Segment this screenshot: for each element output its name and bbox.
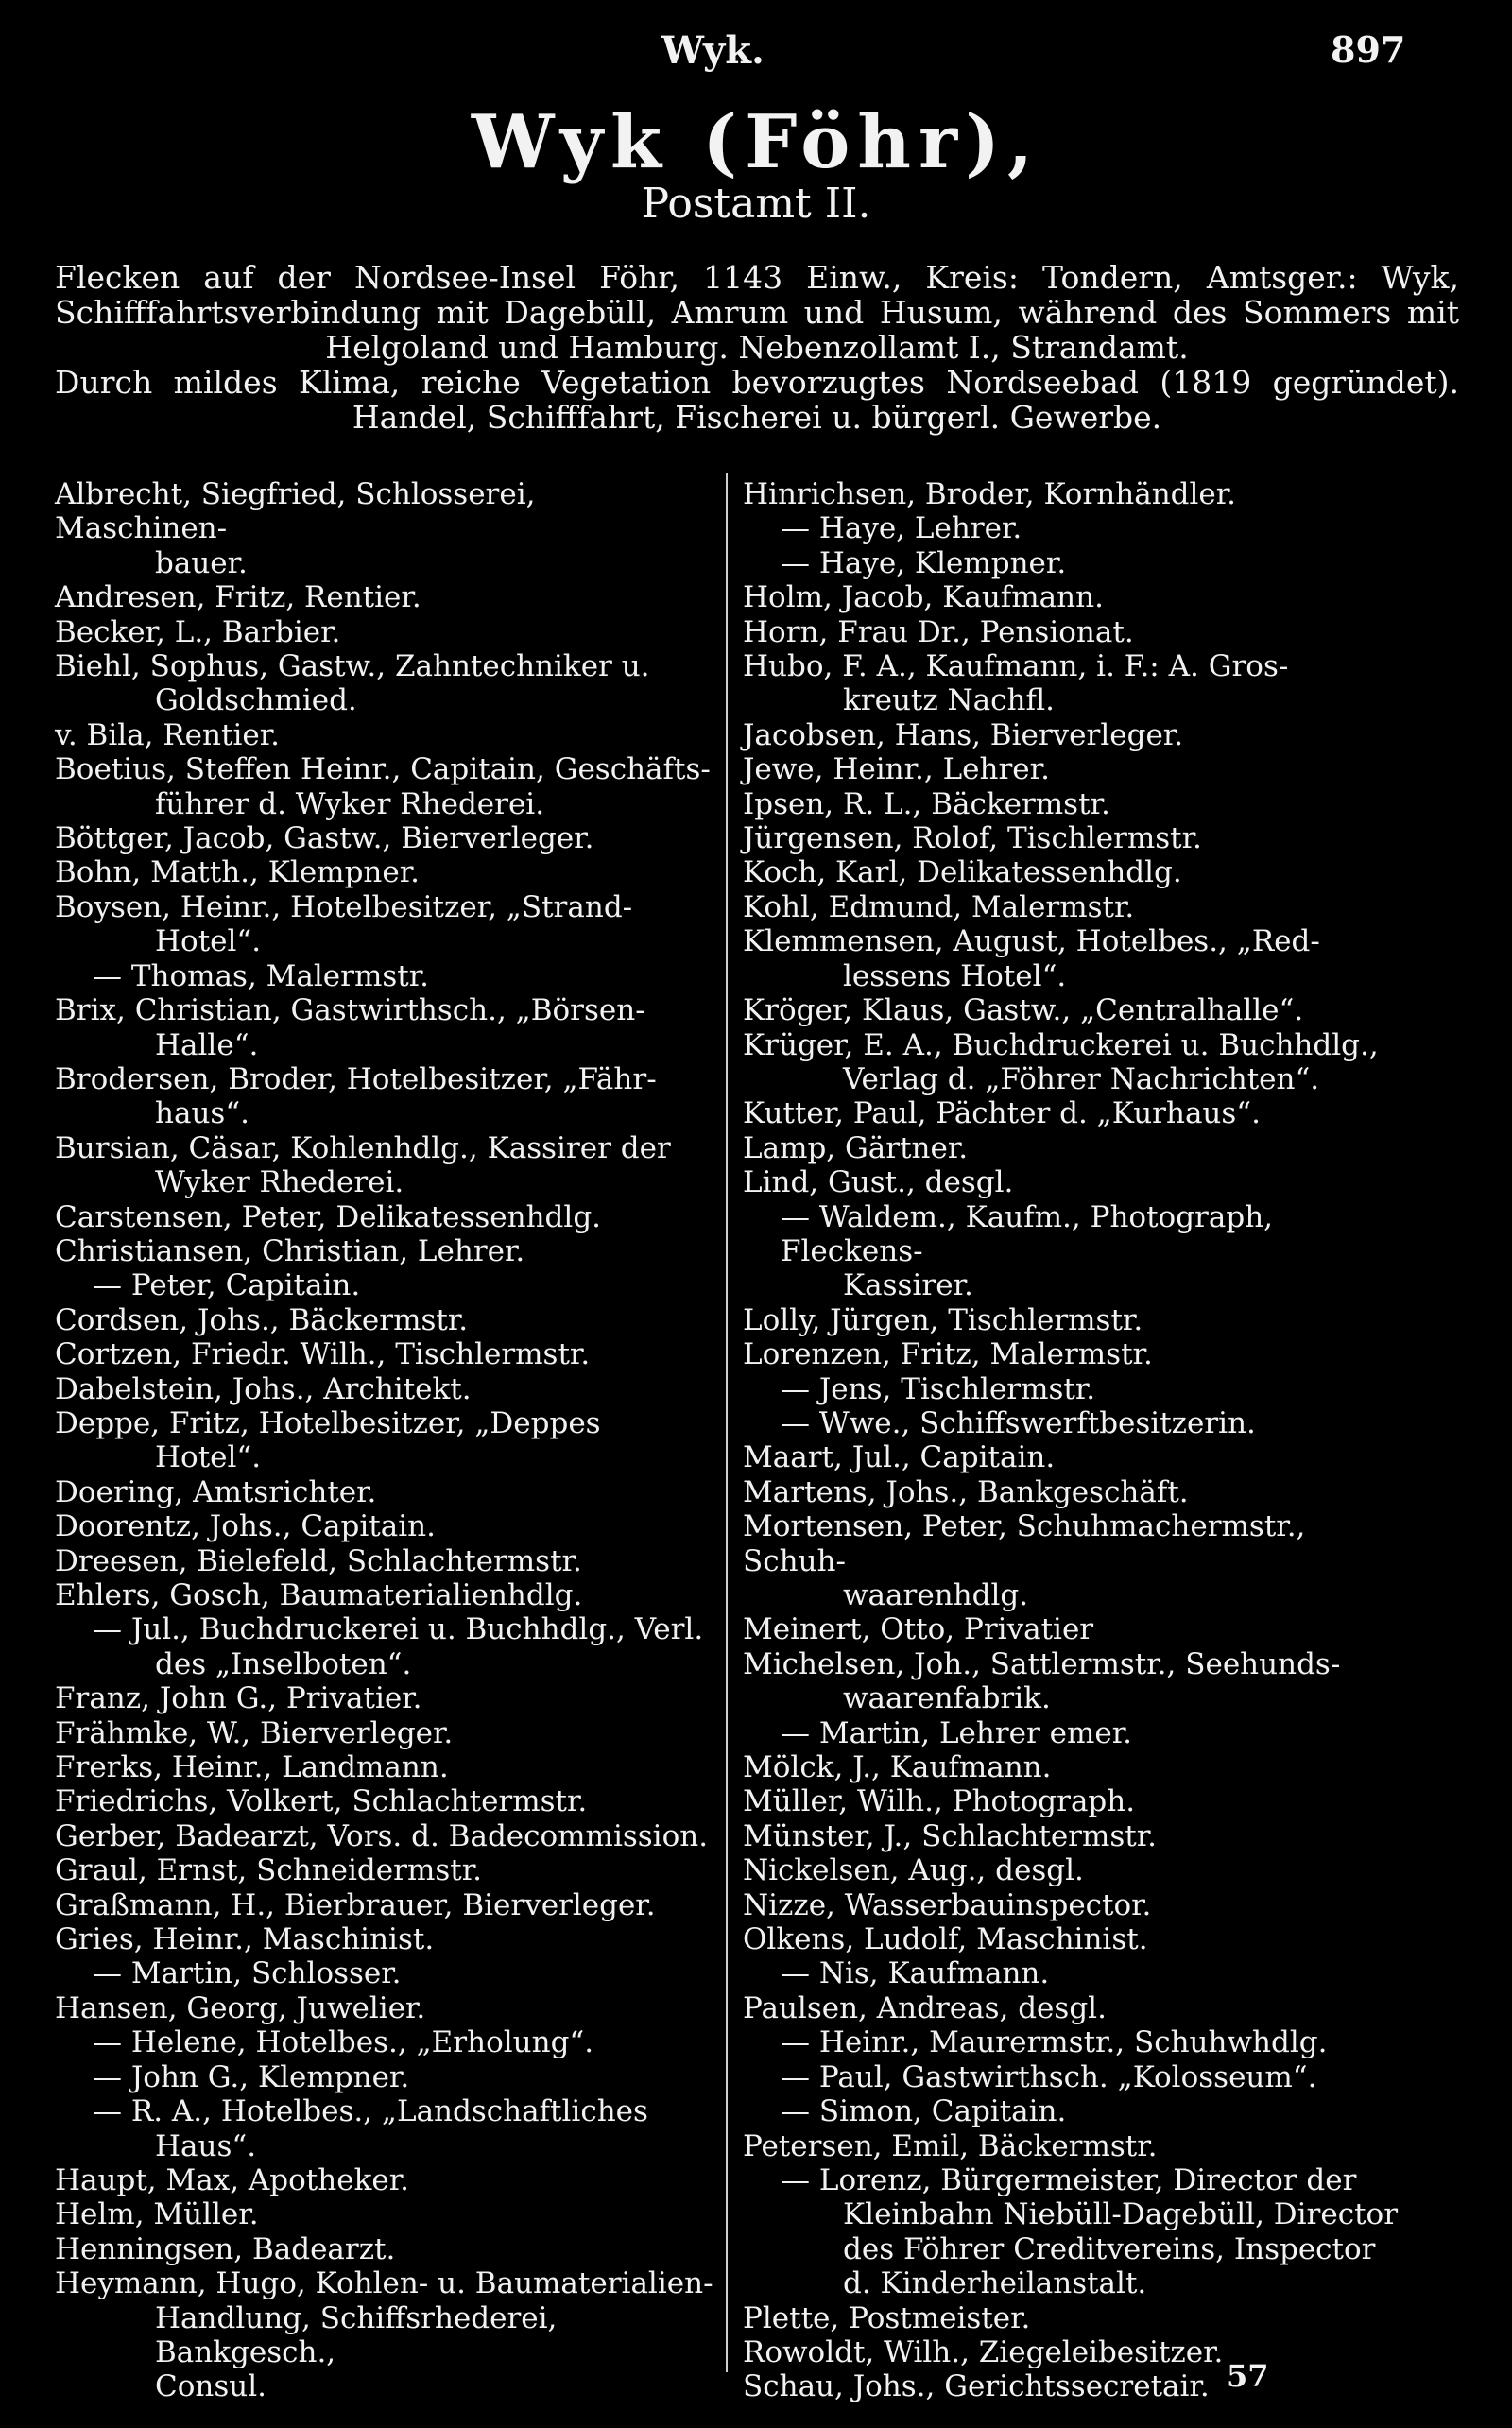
directory-entry [743, 1819, 1416, 1853]
entry-text: Frähmke, W., Bierverleger. [55, 1715, 454, 1750]
directory-entry [743, 580, 1416, 614]
entry-continuation: führer d. Wyker Rhederei. [155, 786, 545, 821]
directory-entry [55, 2232, 716, 2266]
entry-text: Münster, J., Schlachtermstr. [743, 1818, 1158, 1853]
entry-continuation: Goldschmied. [155, 683, 357, 718]
directory-entry [743, 2266, 1416, 2300]
directory-entry [55, 1372, 716, 1406]
entry-text: — Haye, Klempner. [781, 545, 1067, 580]
directory-entry [743, 1337, 1416, 1371]
directory-entry [55, 1819, 716, 1853]
directory-entry [743, 2335, 1416, 2369]
entry-text: Christiansen, Christian, Lehrer. [55, 1233, 525, 1268]
entry-text: — Jens, Tischlermstr. [781, 1371, 1096, 1406]
entry-text: — Lorenz, Bürgermeister, Director der [781, 2162, 1357, 2197]
entry-text: Graßmann, H., Bierbrauer, Bierverleger. [55, 1887, 656, 1922]
entry-text: Becker, L., Barbier. [55, 614, 341, 649]
entry-text: Paulsen, Andreas, desgl. [743, 1990, 1107, 2025]
entry-text: Klemmensen, August, Hotelbes., „Red- [743, 924, 1320, 959]
entry-text: Lorenzen, Fritz, Malermstr. [743, 1337, 1153, 1372]
entry-continuation: Hotel“. [155, 924, 262, 959]
entry-text: Koch, Karl, Delikatessenhdlg. [743, 855, 1182, 890]
entry-text: Graul, Ernst, Schneidermstr. [55, 1853, 482, 1888]
directory-entry [55, 1750, 716, 1784]
entry-text: Gries, Heinr., Maschinist. [55, 1922, 435, 1957]
directory-entry [743, 2369, 1416, 2403]
entry-continuation: Verlag d. „Föhrer Nachrichten“. [843, 1061, 1320, 1096]
directory-entry [55, 2025, 716, 2059]
entry-text: Ipsen, R. L., Bäckermstr. [743, 786, 1110, 821]
directory-entry [55, 1544, 716, 1578]
directory-entry [55, 2163, 716, 2197]
directory-entry [55, 1681, 716, 1715]
directory-entry [743, 2232, 1416, 2266]
directory-entry [743, 1200, 1416, 1303]
entry-text: Carstensen, Peter, Delikatessenhdlg. [55, 1199, 602, 1234]
directory-entry [743, 1028, 1416, 1097]
directory-entry [55, 2094, 716, 2163]
entry-text: Henningsen, Badearzt. [55, 2231, 396, 2266]
entry-text: Haupt, Max, Apotheker. [55, 2162, 409, 2197]
entry-text: Mölck, J., Kaufmann. [743, 1750, 1052, 1785]
directory-entry [743, 1922, 1416, 1956]
directory-entry [55, 1131, 716, 1200]
directory-entry [743, 787, 1416, 821]
directory-entry [55, 1200, 716, 1234]
directory-entry [55, 2266, 716, 2369]
intro-line: Handel, Schifffahrt, Fischerei u. bürgerl. Gewerbe. [352, 399, 1162, 436]
directory-entry [743, 1303, 1416, 1337]
entry-text: Nizze, Wasserbauinspector. [743, 1887, 1152, 1922]
directory-entry [743, 855, 1416, 889]
signature-number: 57 [1227, 2358, 1269, 2394]
entry-text: Jürgensen, Rolof, Tischlermstr. [743, 821, 1202, 856]
entry-text: Kohl, Edmund, Malermstr. [743, 889, 1135, 924]
directory-entry [743, 2060, 1416, 2094]
entry-text: Olkens, Ludolf, Maschinist. [743, 1922, 1148, 1957]
page-title: Wyk (Föhr), [471, 99, 1041, 185]
entry-continuation: d. Kinderheilanstalt. [843, 2266, 1147, 2301]
directory-entry [743, 1131, 1416, 1165]
directory-entry [55, 1956, 716, 1990]
directory-entry [743, 1372, 1416, 1406]
directory-entry [55, 1612, 716, 1681]
entry-text: Kröger, Klaus, Gastw., „Centralhalle“. [743, 993, 1304, 1028]
page-number: 897 [1331, 28, 1406, 71]
directory-entry [55, 2369, 716, 2403]
directory-entry [55, 2197, 716, 2231]
entry-text: — Wwe., Schiffswerftbesitzerin. [781, 1405, 1256, 1440]
directory-entry [743, 821, 1416, 855]
directory-entry [743, 2163, 1416, 2232]
directory-entry [55, 1991, 716, 2025]
column-divider [726, 473, 728, 2372]
entry-text: Michelsen, Joh., Sattlermstr., Seehunds- [743, 1646, 1341, 1681]
entry-text: Rowoldt, Wilh., Ziegeleibesitzer. [743, 2334, 1224, 2369]
directory-entry [743, 2129, 1416, 2163]
left-column [55, 477, 716, 2404]
directory-entry [743, 1406, 1416, 1440]
entry-text: — Waldem., Kaufm., Photograph, Fleckens- [781, 1199, 1274, 1268]
entry-text: Jewe, Heinr., Lehrer. [743, 752, 1050, 787]
entry-text: — Helene, Hotelbes., „Erholung“. [93, 2025, 594, 2060]
entry-continuation: lessens Hotel“. [843, 958, 1067, 993]
directory-entry [55, 718, 716, 752]
entry-continuation: des „Inselboten“. [155, 1646, 412, 1681]
entry-text: Martens, Johs., Bankgeschäft. [743, 1474, 1189, 1509]
entry-text: — Thomas, Malermstr. [93, 958, 429, 993]
directory-entry [743, 718, 1416, 752]
right-column [743, 477, 1416, 2404]
entry-text: Meinert, Otto, Privatier [743, 1612, 1094, 1647]
entry-continuation: Hotel“. [155, 1440, 262, 1475]
entry-text: Lolly, Jürgen, Tischlermstr. [743, 1302, 1143, 1337]
entry-text: Horn, Frau Dr., Pensionat. [743, 614, 1134, 649]
directory-entry [55, 1268, 716, 1302]
entry-text: Dabelstein, Johs., Architekt. [55, 1371, 472, 1406]
entry-text: Gerber, Badearzt, Vors. d. Badecommission. [55, 1818, 709, 1853]
entry-continuation: Wyker Rhederei. [155, 1165, 404, 1200]
entry-text: Müller, Wilh., Photograph. [743, 1784, 1136, 1819]
directory-entry [743, 477, 1416, 511]
page-subtitle: Postamt II. [641, 180, 871, 228]
intro-line: Flecken auf der Nordsee-Insel Föhr, 1143 Einw., Kreis: Tondern, Amtsger.: Wyk, [55, 259, 1459, 296]
entry-text: Boysen, Heinr., Hotelbesitzer, „Strand- [55, 889, 633, 924]
entry-text: Brix, Christian, Gastwirthsch., „Börsen- [55, 993, 645, 1028]
entry-text: — Jul., Buchdruckerei u. Buchhdlg., Verl. [93, 1612, 704, 1647]
directory-entry [743, 1612, 1416, 1646]
directory-entry [55, 580, 716, 614]
directory-entry [743, 752, 1416, 786]
entry-text: Lind, Gust., desgl. [743, 1165, 1014, 1200]
entry-text: — Heinr., Maurermstr., Schuhwhdlg. [781, 2025, 1328, 2060]
directory-entry [743, 2301, 1416, 2335]
entry-text: Krüger, E. A., Buchdruckerei u. Buchhdlg., [743, 1027, 1379, 1062]
entry-text: — John G., Klempner. [93, 2059, 410, 2094]
directory-entry [55, 1716, 716, 1750]
entry-text: Böttger, Jacob, Gastw., Bierverleger. [55, 821, 594, 856]
entry-text: Holm, Jacob, Kaufmann. [743, 580, 1104, 615]
directory-entry [743, 2025, 1416, 2059]
entry-text: Petersen, Emil, Bäckermstr. [743, 2128, 1158, 2163]
entry-text: Dreesen, Bielefeld, Schlachtermstr. [55, 1543, 582, 1578]
directory-entry [743, 993, 1416, 1027]
directory-entry [55, 1509, 716, 1543]
entry-text: Hinrichsen, Broder, Kornhändler. [743, 477, 1237, 511]
directory-entry [743, 1440, 1416, 1474]
directory-entry [55, 959, 716, 993]
directory-entry [743, 1096, 1416, 1130]
directory-entry [55, 1337, 716, 1371]
entry-continuation: Haus“. [155, 2128, 257, 2163]
entry-continuation: des Föhrer Creditvereins, Inspector [843, 2231, 1376, 2266]
entry-text: Cordsen, Johs., Bäckermstr. [55, 1302, 469, 1337]
entry-continuation: waarenfabrik. [843, 1681, 1051, 1716]
entry-text: Albrecht, Siegfried, Schlosserei, Maschinen- [55, 477, 536, 546]
directory-entry [55, 890, 716, 959]
entry-continuation: kreutz Nachfl. [843, 683, 1056, 718]
directory-entry [743, 1956, 1416, 1990]
entry-continuation: Handlung, Schiffsrhederei, Bankgesch., [155, 2300, 558, 2369]
entry-text: Schau, Johs., Gerichtssecretair. [743, 2369, 1210, 2404]
entry-text: Andresen, Fritz, Rentier. [55, 580, 421, 615]
directory-entry [55, 2060, 716, 2094]
entry-text: — Martin, Lehrer emer. [781, 1715, 1133, 1750]
entry-text: Boetius, Steffen Heinr., Capitain, Geschäfts- [55, 752, 711, 787]
entry-text: — Paul, Gastwirthsch. „Kolosseum“. [781, 2059, 1317, 2094]
entry-text: — Nis, Kaufmann. [781, 1956, 1050, 1991]
directory-entry [55, 752, 716, 821]
directory-entry [743, 1750, 1416, 1784]
directory-entry [743, 1991, 1416, 2025]
directory-entry [55, 649, 716, 718]
directory-entry [55, 1475, 716, 1509]
entry-text: Frerks, Heinr., Landmann. [55, 1750, 449, 1785]
entry-text: Jacobsen, Hans, Bierverleger. [743, 717, 1184, 752]
directory-entry [743, 1716, 1416, 1750]
entry-text: Heymann, Hugo, Kohlen- u. Baumaterialien- [55, 2266, 713, 2301]
entry-text: — R. A., Hotelbes., „Landschaftliches [93, 2094, 648, 2129]
directory-entry [55, 1578, 716, 1612]
entry-text: Bursian, Cäsar, Kohlenhdlg., Kassirer der [55, 1130, 671, 1165]
entry-text: Brodersen, Broder, Hotelbesitzer, „Fähr- [55, 1061, 657, 1096]
entry-text: Cortzen, Friedr. Wilh., Tischlermstr. [55, 1337, 591, 1372]
entry-text: Hubo, F. A., Kaufmann, i. F.: A. Gros- [743, 649, 1289, 684]
entry-text: Plette, Postmeister. [743, 2300, 1031, 2335]
entry-text: Deppe, Fritz, Hotelbesitzer, „Deppes [55, 1405, 601, 1440]
directory-entry [743, 546, 1416, 580]
intro-line: Durch mildes Klima, reiche Vegetation bevorzugtes Nordseebad (1819 gegründet). [55, 364, 1459, 401]
directory-entry [743, 924, 1416, 993]
directory-entry [743, 890, 1416, 924]
entry-text: v. Bila, Rentier. [55, 717, 280, 752]
entry-text: Doorentz, Johs., Capitain. [55, 1509, 436, 1544]
entry-text: Lamp, Gärtner. [743, 1130, 969, 1165]
directory-entry [55, 855, 716, 889]
entry-text: Friedrichs, Volkert, Schlachtermstr. [55, 1784, 588, 1819]
entry-continuation: Kassirer. [843, 1268, 973, 1303]
directory-entry [55, 1303, 716, 1337]
entry-text: Franz, John G., Privatier. [55, 1681, 422, 1716]
directory-entry [743, 1853, 1416, 1887]
entry-text: Maart, Jul., Capitain. [743, 1440, 1056, 1475]
directory-entry [743, 649, 1416, 718]
entry-text: Kutter, Paul, Pächter d. „Kurhaus“. [743, 1096, 1262, 1131]
entry-text: Biehl, Sophus, Gastw., Zahntechniker u. [55, 649, 650, 684]
directory-entry [743, 2094, 1416, 2128]
directory-entry [55, 1406, 716, 1475]
entry-continuation: haus“. [155, 1096, 250, 1131]
directory-entry [55, 1888, 716, 1922]
entry-continuation: waarenhdlg. [843, 1578, 1029, 1612]
entry-continuation: bauer. [155, 545, 248, 580]
directory-entry [743, 1784, 1416, 1818]
directory-entry [743, 1888, 1416, 1922]
directory-entry [55, 993, 716, 1062]
directory-entry [743, 615, 1416, 649]
directory-entry [743, 1475, 1416, 1509]
entry-continuation: Consul. [155, 2369, 266, 2404]
directory-entry [743, 511, 1416, 545]
directory-entry [55, 1853, 716, 1887]
entry-text: Hansen, Georg, Juwelier. [55, 1990, 426, 2025]
directory-entry [55, 821, 716, 855]
entry-continuation: Halle“. [155, 1027, 259, 1062]
directory-entry [743, 1165, 1416, 1199]
directory-entry [55, 1062, 716, 1131]
entry-text: Ehlers, Gosch, Baumaterialienhdlg. [55, 1578, 583, 1612]
directory-entry [55, 477, 716, 580]
running-title: Wyk. [662, 28, 765, 73]
intro-line: Helgoland und Hamburg. Nebenzollamt I., Strandamt. [325, 329, 1189, 366]
entry-text: Nickelsen, Aug., desgl. [743, 1853, 1084, 1888]
entry-text: — Peter, Capitain. [93, 1268, 361, 1303]
directory-entry [743, 1647, 1416, 1716]
intro-line: Schifffahrtsverbindung mit Dagebüll, Amrum und Husum, während des Sommers mit [55, 294, 1459, 331]
directory-entry [55, 615, 716, 649]
entry-continuation: Kleinbahn Niebüll-Dagebüll, Director [843, 2197, 1399, 2232]
entry-text: Bohn, Matth., Klempner. [55, 855, 420, 890]
entry-text: Helm, Müller. [55, 2197, 259, 2232]
directory-entry [55, 1922, 716, 1956]
entry-text: Mortensen, Peter, Schuhmachermstr., Schuh- [743, 1509, 1306, 1578]
directory-entry [743, 1509, 1416, 1612]
intro-paragraph [55, 260, 1459, 435]
entry-text: — Haye, Lehrer. [781, 511, 1022, 546]
directory-entry [55, 1234, 716, 1268]
entry-text: Doering, Amtsrichter. [55, 1474, 377, 1509]
entry-text: — Simon, Capitain. [781, 2094, 1067, 2129]
directory-entry [55, 1784, 716, 1818]
entry-text: — Martin, Schlosser. [93, 1956, 402, 1991]
